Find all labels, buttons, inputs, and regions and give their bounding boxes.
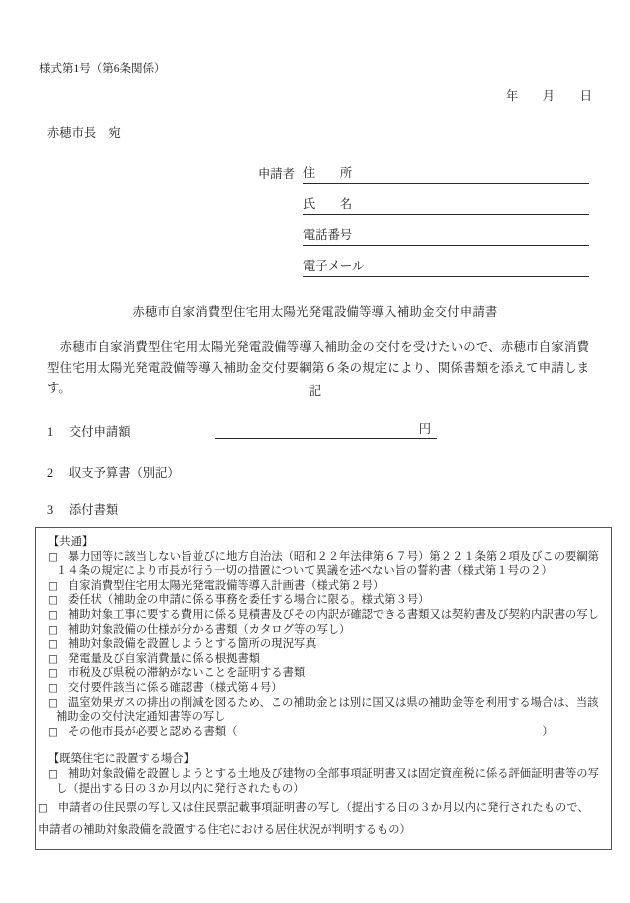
checkbox-icon: □ — [48, 652, 58, 665]
attachment-item — [48, 608, 599, 623]
checkbox-icon: □ — [48, 767, 58, 780]
attachment-item-text: 交付要件該当に係る確認書（様式第４号） — [67, 681, 283, 694]
attachment-item-text: 補助対象工事に要する費用に係る見積書及びその内訳が確認できる書類又は契約書及び契約内訳書の写し — [67, 608, 599, 621]
item-number: 3 — [47, 503, 54, 517]
checkbox-icon: □ — [48, 638, 58, 651]
item-application-amount — [47, 422, 437, 439]
item-label: 交付申請額 — [69, 425, 131, 439]
attachment-item — [48, 623, 599, 638]
attachment-item — [48, 637, 599, 652]
attachment-item — [48, 725, 599, 740]
checkbox-icon: □ — [38, 802, 48, 815]
item-budget-sheet — [47, 463, 180, 481]
item-label: 収支予算書（別記） — [69, 466, 180, 480]
phone-blank-line — [303, 225, 589, 246]
checkbox-icon: □ — [48, 579, 58, 592]
applicant-label-spacer — [258, 275, 303, 277]
attachment-item — [48, 767, 599, 796]
attachment-item-text: 申請者の住民票の写し又は住民票記載事項証明書の写し（提出する日の３か月以内に発行されたもので、申請者の補助対象設備を設置する住宅における居住状況が判明するもの） — [38, 802, 589, 837]
attachment-item — [48, 696, 599, 725]
checkbox-icon: □ — [48, 681, 58, 694]
section-existing-house-items — [38, 767, 599, 841]
attachment-item-text: 自家消費型住宅用太陽光発電設備等導入計画書（様式第２号） — [67, 579, 385, 592]
item-number: 1 — [47, 425, 54, 439]
form-number: 様式第1号（第6条関係） — [39, 63, 166, 75]
address-label: 住 所 — [303, 166, 353, 180]
attachment-item — [38, 796, 599, 841]
checkbox-icon: □ — [48, 725, 58, 738]
attachment-item — [48, 666, 599, 681]
document-title: 赤穂市自家消費型住宅用太陽光発電設備等導入補助金交付申請書 — [132, 305, 498, 319]
name-blank-line — [303, 194, 589, 215]
attachment-item-text: 温室効果ガスの排出の削減を図るため、この補助金とは別に国又は県の補助金等を利用する場合は、当該補助金の交付決定通知書等の写し — [56, 696, 599, 724]
attachment-item-text: 市税及び県税の滞納がないことを証明する書類 — [67, 667, 306, 680]
item-number: 2 — [47, 466, 54, 480]
ki-heading: 記 — [308, 384, 322, 398]
attachment-item-text: その他市長が必要と認める書類（ ） — [67, 725, 554, 738]
attachment-item-text: 暴力団等に該当しない旨並びに地方自治法（昭和２２年法律第６７号）第２２１条第２項及びこの要綱第１４条の規定により市長が行う一切の措置について異議を述べない旨の誓約書（様式第１号の２） — [56, 550, 599, 578]
email-label: 電子メール — [303, 259, 365, 273]
checkbox-icon: □ — [48, 667, 58, 680]
date-line: 年 月 日 — [505, 89, 592, 103]
applicant-row-address — [258, 153, 589, 184]
item-label: 添付書類 — [69, 503, 119, 517]
address-blank-line — [303, 163, 589, 184]
item-attached-documents — [47, 500, 118, 518]
attachment-item — [48, 550, 599, 579]
attachment-item — [48, 579, 599, 594]
attachment-item-text: 補助対象設備を設置しようとする土地及び建物の全部事項証明書又は固定資産税に係る評価証明書等の写し（提出する日の３か月以内に発行されたもの） — [56, 767, 599, 795]
applicant-block — [258, 153, 589, 277]
checkbox-icon: □ — [48, 623, 58, 636]
section-common-header: 【共通】 — [48, 536, 94, 548]
applicant-label: 申請者 — [258, 167, 295, 181]
applicant-label-spacer — [258, 213, 303, 215]
amount-blank-line — [215, 419, 437, 439]
checkbox-icon: □ — [48, 550, 58, 563]
section-common-items — [48, 550, 599, 740]
addressee-mayor: 赤穂市長 宛 — [47, 126, 121, 140]
attachment-item-text: 補助対象設備を設置しようとする箇所の現況写真 — [67, 638, 317, 651]
attachment-item-text: 補助対象設備の仕様が分かる書類（カタログ等の写し） — [67, 623, 351, 636]
attachment-item — [48, 652, 599, 667]
applicant-label-spacer — [258, 244, 303, 246]
phone-label: 電話番号 — [303, 228, 353, 242]
email-blank-line — [303, 256, 589, 277]
applicant-row-name — [258, 184, 589, 215]
section-existing-house-header: 【既築住宅に設置する場合】 — [48, 753, 195, 766]
applicant-row-phone — [258, 215, 589, 246]
body-paragraph: 赤穂市自家消費型住宅用太陽光発電設備等導入補助金の交付を受けたいので、赤穂市自家消費型住宅用太陽光発電設備等導入補助金交付要綱第６条の規定により、関係書類を添えて申請します。 — [47, 340, 589, 395]
section-existing-house — [38, 752, 599, 841]
checkbox-icon: □ — [48, 594, 58, 607]
checkbox-icon: □ — [48, 696, 58, 709]
attachments-box — [35, 527, 612, 850]
yen-unit: 円 — [418, 422, 431, 436]
attachment-item-text: 発電量及び自家消費量に係る根拠書類 — [67, 652, 260, 665]
attachment-item — [48, 593, 599, 608]
applicant-row-email — [258, 246, 589, 277]
name-label: 氏 名 — [303, 197, 353, 211]
attachment-item-text: 委任状（補助金の申請に係る事務を委任する場合に限る。様式第３号） — [67, 594, 430, 607]
section-common — [48, 535, 599, 739]
checkbox-icon: □ — [48, 608, 58, 621]
attachment-item — [48, 681, 599, 696]
